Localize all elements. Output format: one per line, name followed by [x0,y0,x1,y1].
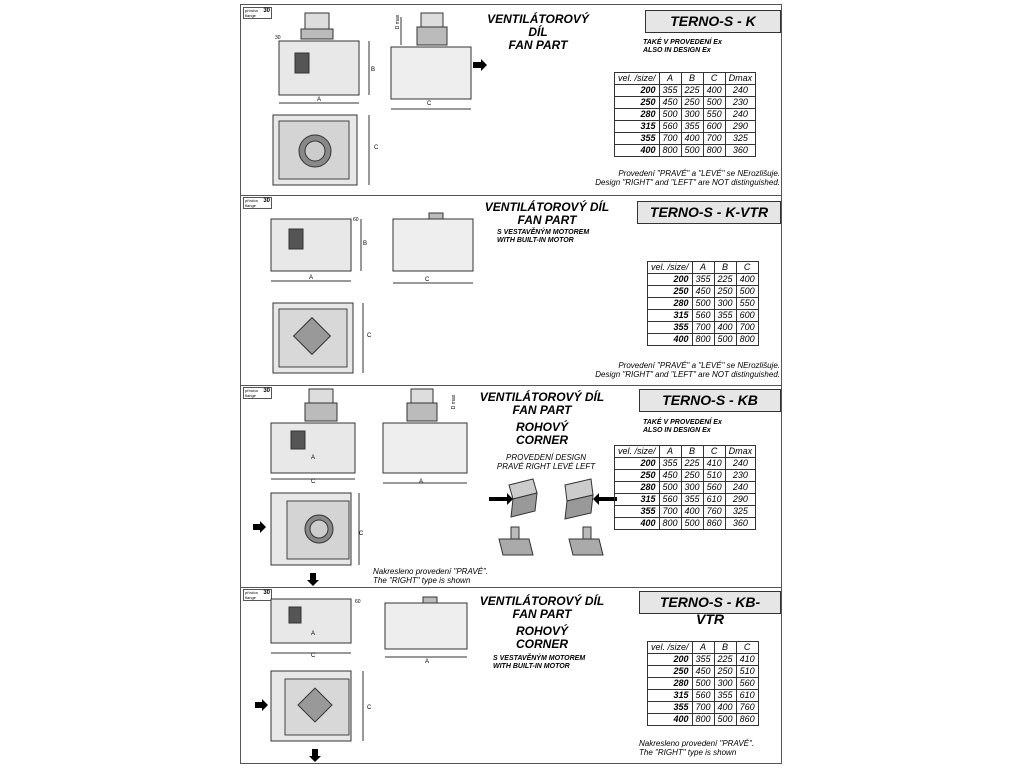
sub-en: WITH BUILT-IN MOTOR [497,237,574,244]
design-caption [481,453,611,471]
ex-note-cz: TAKÉ V PROVEDENÍ Ex [643,419,722,426]
flange-label-en: flange [245,393,256,398]
dimensions-table [647,261,759,346]
dimension-cell: 600 [703,121,725,133]
design-left-drawing [557,477,617,567]
dimension-cell: 410 [703,458,725,470]
ex-note-en: ALSO IN DESIGN Ex [643,427,711,434]
dim-c: C [374,145,379,151]
table-row [648,286,759,298]
dim-a-duct: A [425,659,430,665]
catalog-page [240,4,782,764]
column-header: C [736,262,758,274]
dimension-cell: 600 [736,310,758,322]
column-header: C [703,446,725,458]
table-row [615,470,756,482]
table-row [615,518,756,530]
dimension-cell: 400 [714,322,736,334]
dimension-cell: 500 [692,298,714,310]
fan-front-view-drawing [271,113,381,191]
column-header: B [714,642,736,654]
dimension-cell: 250 [681,97,703,109]
size-cell: 400 [648,334,693,346]
size-cell: 315 [615,121,660,133]
fan-side-view-drawing [269,595,379,661]
dimension-cell: 400 [681,506,703,518]
title-en: FAN PART [512,607,572,621]
flange-label-cz: příruba [245,198,258,203]
size-cell: 280 [648,678,693,690]
ex-note-en: ALSO IN DESIGN Ex [643,47,711,54]
dimension-cell: 360 [725,518,756,530]
section-terno-s-kb [241,385,781,588]
dimension-cell: 500 [714,714,736,726]
size-cell: 200 [648,274,693,286]
dimension-cell: 500 [659,482,681,494]
dim-60: 60 [355,599,361,605]
dim-30: 30 [275,35,281,41]
dimension-cell: 610 [703,494,725,506]
duct-side-view-drawing [381,387,481,487]
section-terno-s-k-vtr [241,195,781,386]
sub-cz: S VESTAVĚNÝM MOTOREM [497,229,590,236]
dimension-cell: 355 [681,494,703,506]
size-cell: 315 [615,494,660,506]
fan-front-view-drawing [269,489,379,571]
airflow-arrow-down-icon [309,749,321,763]
dimension-cell: 560 [736,678,758,690]
dim-dmax: D max [395,14,402,30]
dimension-cell: 550 [703,109,725,121]
fan-side-view-drawing [269,211,379,291]
column-header: C [736,642,758,654]
dimension-cell: 240 [725,109,756,121]
ex-note-cz: TAKÉ V PROVEDENÍ Ex [643,39,722,46]
size-cell: 200 [615,85,660,97]
column-header: A [692,642,714,654]
dimension-cell: 560 [692,310,714,322]
column-header: B [681,446,703,458]
note-cz: Nakresleno provedení "PRAVÉ". [373,567,489,576]
table-row [615,109,756,121]
column-header: vel. /size/ [648,262,693,274]
section-title [477,13,599,52]
flange-value: 30 [263,8,270,14]
model-name-box: TERNO-S - KB-VTR [639,591,781,614]
dimension-cell: 550 [736,298,758,310]
dimension-cell: 410 [736,654,758,666]
table-row [648,666,759,678]
dimension-cell: 800 [703,145,725,157]
ex-note [643,419,722,435]
dimension-cell: 300 [714,678,736,690]
table-row [648,274,759,286]
flange-label-en: flange [245,595,256,600]
dimension-cell: 230 [725,470,756,482]
fan-front-view-drawing [271,299,381,379]
column-header: A [659,73,681,85]
dim-b: B [363,241,368,247]
dimension-cell: 760 [703,506,725,518]
flange-value: 30 [263,590,270,596]
size-cell: 315 [648,690,693,702]
title-en: FAN PART [512,403,572,417]
dimension-cell: 355 [659,458,681,470]
dimension-cell: 290 [725,121,756,133]
flange-label-en: flange [245,203,256,208]
section-title [477,391,607,447]
table-row [648,334,759,346]
dimension-cell: 355 [681,121,703,133]
dim-c: C [311,653,316,659]
dim-c-duct: C [425,277,430,283]
dimension-cell: 500 [681,145,703,157]
design-note [595,361,780,379]
dimension-cell: 800 [692,334,714,346]
design-note [595,169,780,187]
dimension-cell: 355 [692,654,714,666]
dimension-cell: 355 [692,274,714,286]
dimension-cell: 300 [681,482,703,494]
airflow-arrow-down-icon [307,573,319,587]
dimension-cell: 860 [736,714,758,726]
fan-side-view-drawing [261,9,381,109]
dimension-cell: 800 [659,145,681,157]
column-header: vel. /size/ [648,642,693,654]
size-cell: 315 [648,310,693,322]
corner-cz: ROHOVÝ [515,624,568,638]
dimension-cell: 240 [725,482,756,494]
dimension-cell: 500 [659,109,681,121]
sub-en: WITH BUILT-IN MOTOR [493,663,570,670]
flange-label-cz: příruba [245,8,258,13]
built-in-motor-note [497,229,589,245]
table-row [615,85,756,97]
dimension-cell: 700 [659,506,681,518]
corner-en: CORNER [515,433,568,447]
table-row [615,97,756,109]
dimension-cell: 290 [725,494,756,506]
title-en: FAN PART [508,38,568,52]
flange-note [243,589,272,601]
duct-side-view-drawing [383,595,483,665]
design-right-drawing [489,477,549,567]
flange-value: 30 [263,198,270,204]
size-cell: 355 [648,322,693,334]
size-cell: 400 [615,518,660,530]
dim-a: A [311,631,316,637]
corner-en: CORNER [515,637,568,651]
dimension-cell: 355 [714,310,736,322]
design-note [373,567,488,585]
table-row [648,322,759,334]
table-row [648,310,759,322]
column-header: vel. /size/ [615,446,660,458]
dim-c-front: C [367,705,372,711]
dim-dmax: D max [451,394,458,410]
dimension-cell: 450 [692,666,714,678]
column-header: B [681,73,703,85]
model-name-box: TERNO-S - K [645,10,781,33]
fan-side-view-drawing [265,387,375,483]
section-title [481,201,613,227]
note-en: The "RIGHT" type is shown [373,576,471,585]
dimension-cell: 300 [681,109,703,121]
flange-note [243,197,272,209]
dim-b: B [371,67,376,73]
airflow-arrow-icon [473,59,489,71]
flange-label-en: flange [245,13,256,18]
table-row [648,690,759,702]
note-cz: Provedení "PRAVÉ" a "LEVÉ" se NErozlišuje. [618,361,780,370]
built-in-motor-note [493,655,585,671]
model-name-box: TERNO-S - KB [639,389,781,412]
ex-note [643,39,722,55]
dimension-cell: 230 [725,97,756,109]
table-header-row [615,446,756,458]
dim-c: C [367,333,372,339]
dimension-cell: 450 [659,97,681,109]
size-cell: 280 [648,298,693,310]
dimension-cell: 250 [681,470,703,482]
size-cell: 280 [615,109,660,121]
section-terno-s-k [241,5,781,196]
dimension-cell: 500 [692,678,714,690]
size-cell: 400 [615,145,660,157]
sub-cz: S VESTAVĚNÝM MOTOREM [493,655,586,662]
dim-c-front: C [359,531,364,537]
dimension-cell: 240 [725,458,756,470]
size-cell: 250 [615,97,660,109]
dimension-cell: 360 [725,145,756,157]
size-cell: 355 [648,702,693,714]
airflow-arrow-icon [255,699,269,711]
flange-label-cz: příruba [245,388,258,393]
dimension-cell: 610 [736,690,758,702]
table-row [648,714,759,726]
column-header: A [659,446,681,458]
dimension-cell: 325 [725,506,756,518]
column-header: vel. /size/ [615,73,660,85]
dimension-cell: 500 [714,334,736,346]
dimension-cell: 700 [659,133,681,145]
title-cz: VENTILÁTOROVÝ DÍL [479,594,605,608]
dimension-cell: 860 [703,518,725,530]
dimension-cell: 450 [659,470,681,482]
table-row [615,494,756,506]
dimension-cell: 510 [703,470,725,482]
section-title [477,595,607,651]
table-row [615,506,756,518]
fan-front-view-drawing [269,667,379,747]
dimension-cell: 225 [714,654,736,666]
design-note [639,739,754,757]
section-terno-s-kb-vtr [241,587,781,763]
note-cz: Provedení "PRAVÉ" a "LEVÉ" se NErozlišuje. [618,169,780,178]
dimension-cell: 400 [714,702,736,714]
dimension-cell: 700 [692,702,714,714]
size-cell: 355 [615,133,660,145]
dimension-cell: 560 [659,121,681,133]
dimension-cell: 760 [736,702,758,714]
size-cell: 250 [648,666,693,678]
corner-cz: ROHOVÝ [515,420,568,434]
dimensions-table [614,445,756,530]
column-header: Dmax [725,73,756,85]
design-caption-2: PRAVÉ RIGHT LEVÉ LEFT [496,462,596,471]
column-header: A [692,262,714,274]
dimension-cell: 355 [714,690,736,702]
dimension-cell: 700 [703,133,725,145]
column-header: B [714,262,736,274]
dim-c: C [311,479,316,485]
size-cell: 400 [648,714,693,726]
table-row [648,702,759,714]
note-en: Design "RIGHT" and "LEFT" are NOT distinguished. [595,370,780,379]
dimension-cell: 400 [703,85,725,97]
size-cell: 250 [615,470,660,482]
table-header-row [648,262,759,274]
table-row [648,678,759,690]
table-row [615,121,756,133]
dimension-cell: 800 [692,714,714,726]
dim-c-duct: C [427,101,432,107]
dim-a-duct: A [419,479,424,485]
dimension-cell: 355 [659,85,681,97]
dimension-cell: 240 [725,85,756,97]
title-en: FAN PART [517,213,577,227]
dim-60: 60 [353,217,359,223]
note-cz: Nakresleno provedení "PRAVÉ". [639,739,755,748]
dim-a: A [317,97,322,103]
column-header: Dmax [725,446,756,458]
design-caption-1: PROVEDENÍ DESIGN [505,453,586,462]
note-en: Design "RIGHT" and "LEFT" are NOT distinguished. [595,178,780,187]
column-header: C [703,73,725,85]
dimension-cell: 500 [703,97,725,109]
dimension-cell: 800 [659,518,681,530]
dimension-cell: 510 [736,666,758,678]
dimension-cell: 700 [736,322,758,334]
dimension-cell: 500 [736,286,758,298]
dimension-cell: 560 [692,690,714,702]
dim-a: A [309,275,314,281]
size-cell: 355 [615,506,660,518]
title-cz: VENTILÁTOROVÝ DÍL [484,200,610,214]
dimension-cell: 225 [681,458,703,470]
duct-side-view-drawing [389,209,489,293]
model-name-box: TERNO-S - K-VTR [637,201,781,224]
dimensions-table [647,641,759,726]
dimension-cell: 500 [681,518,703,530]
table-row [615,458,756,470]
dimensions-table [614,72,756,157]
dimension-cell: 450 [692,286,714,298]
dimension-cell: 800 [736,334,758,346]
title-cz: VENTILÁTOROVÝ DÍL [479,390,605,404]
dimension-cell: 325 [725,133,756,145]
table-row [648,654,759,666]
dimension-cell: 560 [659,494,681,506]
dimension-cell: 700 [692,322,714,334]
dimension-cell: 400 [681,133,703,145]
table-header-row [648,642,759,654]
dimension-cell: 560 [703,482,725,494]
note-en: The "RIGHT" type is shown [639,748,737,757]
dimension-cell: 400 [736,274,758,286]
dimension-cell: 225 [681,85,703,97]
size-cell: 280 [615,482,660,494]
dimension-cell: 250 [714,666,736,678]
dimension-cell: 225 [714,274,736,286]
table-row [648,298,759,310]
flange-value: 30 [263,388,270,394]
table-row [615,145,756,157]
flange-label-cz: příruba [245,590,258,595]
size-cell: 250 [648,286,693,298]
title-cz: VENTILÁTOROVÝ DÍL [487,12,589,39]
table-header-row [615,73,756,85]
size-cell: 200 [615,458,660,470]
airflow-arrow-icon [253,521,267,533]
table-row [615,482,756,494]
size-cell: 200 [648,654,693,666]
dim-a: A [311,455,316,461]
dimension-cell: 300 [714,298,736,310]
dimension-cell: 250 [714,286,736,298]
table-row [615,133,756,145]
